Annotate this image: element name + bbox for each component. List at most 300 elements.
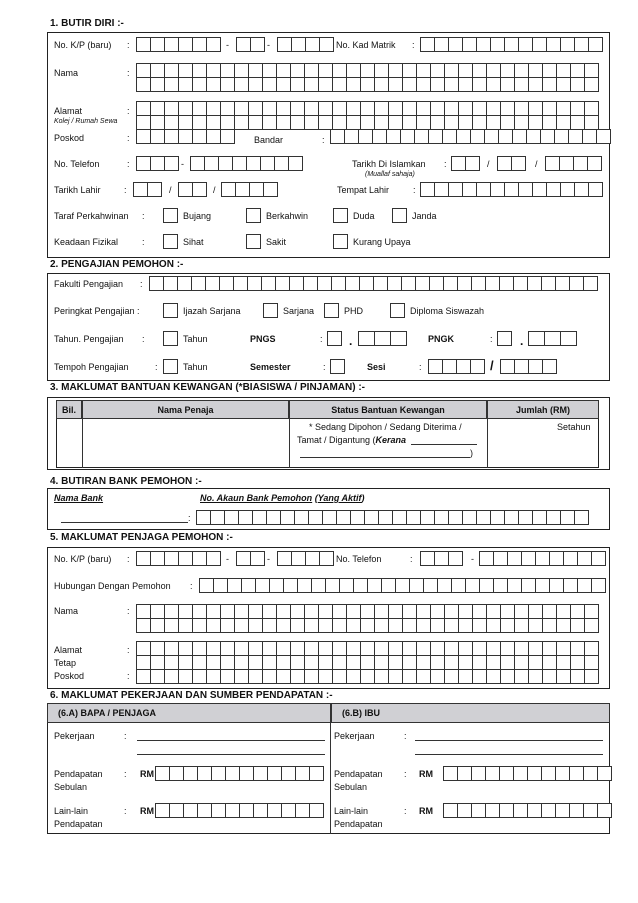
nama-cell[interactable] (514, 77, 529, 92)
penjaga-telefon-part2-cell[interactable] (549, 551, 564, 566)
penjaga-alamat-cell[interactable] (472, 655, 487, 670)
penjaga-telefon-part2-cell[interactable] (493, 551, 508, 566)
penjaga-kp-part3-cell[interactable] (305, 551, 320, 566)
nama-cell[interactable] (290, 63, 305, 78)
alamat-cell[interactable] (304, 101, 319, 116)
penjaga-alamat-cell[interactable] (346, 655, 361, 670)
tempat-cell[interactable] (434, 182, 449, 197)
penjaga-telefon-part2-cell[interactable] (591, 551, 606, 566)
ibu-pendapatan-cell[interactable] (485, 766, 500, 781)
telefon-part2-cell[interactable] (218, 156, 233, 171)
penjaga-alamat-cell[interactable] (570, 669, 585, 684)
alamat-cell[interactable] (500, 115, 515, 130)
penjaga-telefon-part2-cell[interactable] (507, 551, 522, 566)
ibu-lainlain-cell[interactable] (513, 803, 528, 818)
alamat-cell[interactable] (416, 101, 431, 116)
islam-yy-cell[interactable] (559, 156, 574, 171)
bapa-lainlain-cell[interactable] (295, 803, 310, 818)
penjaga-nama-cell[interactable] (570, 618, 585, 633)
alamat-cell[interactable] (486, 101, 501, 116)
fakulti-cell[interactable] (513, 276, 528, 291)
penjaga-nama-cell[interactable] (388, 604, 403, 619)
lahir-yy-cell[interactable] (235, 182, 250, 197)
bapa-lainlain-cell[interactable] (225, 803, 240, 818)
hubungan-cell[interactable] (283, 578, 298, 593)
no-akaun-cell[interactable] (406, 510, 421, 525)
penjaga-alamat-cell[interactable] (150, 655, 165, 670)
pngk-b-cell[interactable] (560, 331, 577, 346)
lahir-dd-cell[interactable] (133, 182, 148, 197)
nama-cell[interactable] (262, 63, 277, 78)
alamat-cell[interactable] (136, 115, 151, 130)
nama-cell[interactable] (402, 77, 417, 92)
alamat-cell[interactable] (374, 115, 389, 130)
penjaga-nama-cell[interactable] (178, 604, 193, 619)
bandar-cell[interactable] (386, 129, 401, 144)
ibu-lainlain-cell[interactable] (471, 803, 486, 818)
penjaga-alamat-cell[interactable] (248, 655, 263, 670)
penjaga-alamat-cell[interactable] (136, 655, 151, 670)
penjaga-alamat-cell[interactable] (318, 669, 333, 684)
sesi2-cell[interactable] (542, 359, 557, 374)
nama-cell[interactable] (234, 77, 249, 92)
penjaga-nama-cell[interactable] (514, 618, 529, 633)
fakulti-cell[interactable] (331, 276, 346, 291)
alamat-cell[interactable] (374, 101, 389, 116)
nama-cell[interactable] (164, 63, 179, 78)
penjaga-nama-cell[interactable] (206, 604, 221, 619)
penjaga-nama-cell[interactable] (206, 618, 221, 633)
penjaga-nama-cell[interactable] (584, 618, 599, 633)
ijazah-sarjana-checkbox[interactable] (163, 303, 178, 318)
kurang-upaya-checkbox[interactable] (333, 234, 348, 249)
penjaga-alamat-cell[interactable] (416, 669, 431, 684)
ibu-pekerjaan-input-2[interactable] (415, 754, 603, 755)
alamat-cell[interactable] (486, 115, 501, 130)
nama-cell[interactable] (206, 77, 221, 92)
nama-cell[interactable] (220, 63, 235, 78)
penjaga-alamat-cell[interactable] (178, 641, 193, 656)
penjaga-alamat-cell[interactable] (388, 669, 403, 684)
penjaga-alamat-cell[interactable] (514, 669, 529, 684)
bapa-lainlain-cell[interactable] (183, 803, 198, 818)
tempat-cell[interactable] (518, 182, 533, 197)
penjaga-alamat-cell[interactable] (276, 655, 291, 670)
kp-part3-cell[interactable] (291, 37, 306, 52)
nama-cell[interactable] (150, 77, 165, 92)
bandar-cell[interactable] (484, 129, 499, 144)
no-akaun-cell[interactable] (294, 510, 309, 525)
penjaga-nama-cell[interactable] (528, 604, 543, 619)
nama-cell[interactable] (346, 63, 361, 78)
hubungan-cell[interactable] (395, 578, 410, 593)
fakulti-cell[interactable] (443, 276, 458, 291)
penjaga-alamat-cell[interactable] (290, 655, 305, 670)
penjaga-telefon-part2-cell[interactable] (479, 551, 494, 566)
penjaga-alamat-cell[interactable] (388, 641, 403, 656)
ibu-lainlain-cell[interactable] (457, 803, 472, 818)
alamat-cell[interactable] (500, 101, 515, 116)
tempat-cell[interactable] (560, 182, 575, 197)
penjaga-kp-part3-cell[interactable] (277, 551, 292, 566)
tempat-cell[interactable] (504, 182, 519, 197)
islam-yy-cell[interactable] (587, 156, 602, 171)
penjaga-nama-cell[interactable] (486, 604, 501, 619)
penjaga-telefon-part1-cell[interactable] (448, 551, 463, 566)
penjaga-kp-part1-cell[interactable] (192, 551, 207, 566)
penjaga-kp-part3-cell[interactable] (291, 551, 306, 566)
telefon-part2-cell[interactable] (274, 156, 289, 171)
penjaga-alamat-cell[interactable] (136, 641, 151, 656)
alamat-cell[interactable] (528, 101, 543, 116)
bapa-pendapatan-cell[interactable] (197, 766, 212, 781)
telefon-part2-cell[interactable] (190, 156, 205, 171)
alamat-cell[interactable] (164, 115, 179, 130)
no-akaun-cell[interactable] (280, 510, 295, 525)
penjaga-alamat-cell[interactable] (402, 641, 417, 656)
tempat-cell[interactable] (420, 182, 435, 197)
nama-cell[interactable] (528, 63, 543, 78)
penjaga-alamat-cell[interactable] (472, 669, 487, 684)
hubungan-cell[interactable] (549, 578, 564, 593)
ibu-pendapatan-cell[interactable] (541, 766, 556, 781)
nama-cell[interactable] (570, 77, 585, 92)
no-akaun-cell[interactable] (210, 510, 225, 525)
islam-mm-cell[interactable] (511, 156, 526, 171)
no-akaun-cell[interactable] (336, 510, 351, 525)
nama-cell[interactable] (584, 63, 599, 78)
pngk-b-cell[interactable] (528, 331, 545, 346)
ibu-pendapatan-cell[interactable] (499, 766, 514, 781)
fakulti-cell[interactable] (205, 276, 220, 291)
penjaga-alamat-cell[interactable] (556, 669, 571, 684)
bandar-cell[interactable] (498, 129, 513, 144)
bapa-pendapatan-cell[interactable] (309, 766, 324, 781)
penjaga-nama-cell[interactable] (290, 604, 305, 619)
hubungan-cell[interactable] (367, 578, 382, 593)
bandar-cell[interactable] (400, 129, 415, 144)
fakulti-cell[interactable] (583, 276, 598, 291)
no-akaun-cell[interactable] (532, 510, 547, 525)
bapa-lainlain-cell[interactable] (253, 803, 268, 818)
penjaga-nama-cell[interactable] (444, 604, 459, 619)
hubungan-cell[interactable] (479, 578, 494, 593)
sesi2-cell[interactable] (500, 359, 515, 374)
kp-part3-cell[interactable] (277, 37, 292, 52)
penjaga-alamat-cell[interactable] (542, 669, 557, 684)
ibu-pendapatan-cell[interactable] (471, 766, 486, 781)
bandar-cell[interactable] (456, 129, 471, 144)
penjaga-nama-cell[interactable] (430, 604, 445, 619)
alamat-cell[interactable] (514, 101, 529, 116)
hubungan-cell[interactable] (213, 578, 228, 593)
alamat-cell[interactable] (234, 101, 249, 116)
penjaga-alamat-cell[interactable] (220, 669, 235, 684)
nama-cell[interactable] (360, 63, 375, 78)
alamat-cell[interactable] (584, 115, 599, 130)
penjaga-nama-cell[interactable] (430, 618, 445, 633)
bapa-pendapatan-cell[interactable] (169, 766, 184, 781)
penjaga-kp-part2-cell[interactable] (236, 551, 251, 566)
penjaga-nama-cell[interactable] (192, 604, 207, 619)
bapa-pendapatan-cell[interactable] (211, 766, 226, 781)
ibu-pendapatan-cell[interactable] (443, 766, 458, 781)
penjaga-nama-cell[interactable] (276, 604, 291, 619)
nama-cell[interactable] (234, 63, 249, 78)
penjaga-nama-cell[interactable] (304, 604, 319, 619)
hubungan-cell[interactable] (381, 578, 396, 593)
penjaga-kp-part1-cell[interactable] (178, 551, 193, 566)
penjaga-alamat-cell[interactable] (458, 655, 473, 670)
penjaga-alamat-cell[interactable] (164, 641, 179, 656)
fakulti-cell[interactable] (163, 276, 178, 291)
penjaga-alamat-cell[interactable] (458, 641, 473, 656)
penjaga-alamat-cell[interactable] (360, 655, 375, 670)
sesi-cell[interactable] (456, 359, 471, 374)
kerana-input[interactable] (411, 444, 477, 445)
penjaga-nama-cell[interactable] (234, 604, 249, 619)
sesi-cell[interactable] (442, 359, 457, 374)
penjaga-nama-cell[interactable] (220, 604, 235, 619)
hubungan-cell[interactable] (339, 578, 354, 593)
penjaga-alamat-cell[interactable] (164, 655, 179, 670)
bapa-pendapatan-cell[interactable] (183, 766, 198, 781)
fakulti-cell[interactable] (359, 276, 374, 291)
bandar-cell[interactable] (568, 129, 583, 144)
berkahwin-checkbox[interactable] (246, 208, 261, 223)
alamat-cell[interactable] (318, 115, 333, 130)
no-akaun-cell[interactable] (266, 510, 281, 525)
fakulti-cell[interactable] (499, 276, 514, 291)
penjaga-nama-cell[interactable] (416, 604, 431, 619)
penjaga-nama-cell[interactable] (556, 618, 571, 633)
nama-cell[interactable] (416, 77, 431, 92)
penjaga-nama-cell[interactable] (346, 604, 361, 619)
tempat-cell[interactable] (490, 182, 505, 197)
nama-cell[interactable] (220, 77, 235, 92)
ibu-pendapatan-cell[interactable] (583, 766, 598, 781)
nama-cell[interactable] (542, 63, 557, 78)
penjaga-nama-cell[interactable] (332, 604, 347, 619)
ibu-pekerjaan-input[interactable] (415, 740, 603, 741)
penjaga-alamat-cell[interactable] (444, 655, 459, 670)
penjaga-nama-cell[interactable] (164, 618, 179, 633)
alamat-cell[interactable] (290, 101, 305, 116)
penjaga-nama-cell[interactable] (556, 604, 571, 619)
kp-part3-cell[interactable] (319, 37, 334, 52)
penjaga-nama-cell[interactable] (220, 618, 235, 633)
nama-cell[interactable] (402, 63, 417, 78)
nama-bank-input[interactable] (61, 522, 188, 523)
matrik-cell[interactable] (434, 37, 449, 52)
fakulti-cell[interactable] (485, 276, 500, 291)
poskod-cell[interactable] (192, 129, 207, 144)
bapa-pendapatan-cell[interactable] (239, 766, 254, 781)
penjaga-alamat-cell[interactable] (178, 655, 193, 670)
penjaga-alamat-cell[interactable] (500, 641, 515, 656)
fakulti-cell[interactable] (527, 276, 542, 291)
penjaga-nama-cell[interactable] (528, 618, 543, 633)
alamat-cell[interactable] (164, 101, 179, 116)
alamat-cell[interactable] (178, 101, 193, 116)
ibu-lainlain-cell[interactable] (555, 803, 570, 818)
islam-mm-cell[interactable] (497, 156, 512, 171)
penjaga-alamat-cell[interactable] (402, 655, 417, 670)
nama-cell[interactable] (290, 77, 305, 92)
penjaga-alamat-cell[interactable] (486, 655, 501, 670)
penjaga-alamat-cell[interactable] (304, 641, 319, 656)
ibu-pendapatan-cell[interactable] (457, 766, 472, 781)
penjaga-alamat-cell[interactable] (346, 641, 361, 656)
semester-cell[interactable] (330, 359, 345, 374)
bandar-cell[interactable] (428, 129, 443, 144)
penjaga-alamat-cell[interactable] (528, 669, 543, 684)
alamat-cell[interactable] (150, 115, 165, 130)
hubungan-cell[interactable] (507, 578, 522, 593)
penjaga-alamat-cell[interactable] (486, 669, 501, 684)
nama-cell[interactable] (542, 77, 557, 92)
ibu-pendapatan-cell[interactable] (555, 766, 570, 781)
alamat-cell[interactable] (388, 101, 403, 116)
tempat-cell[interactable] (476, 182, 491, 197)
matrik-cell[interactable] (574, 37, 589, 52)
sakit-checkbox[interactable] (246, 234, 261, 249)
penjaga-nama-cell[interactable] (360, 618, 375, 633)
sesi2-cell[interactable] (514, 359, 529, 374)
no-akaun-cell[interactable] (322, 510, 337, 525)
matrik-cell[interactable] (560, 37, 575, 52)
poskod-cell[interactable] (220, 129, 235, 144)
bapa-pendapatan-cell[interactable] (155, 766, 170, 781)
matrik-cell[interactable] (448, 37, 463, 52)
sihat-checkbox[interactable] (163, 234, 178, 249)
penjaga-alamat-cell[interactable] (262, 669, 277, 684)
penjaga-alamat-cell[interactable] (290, 669, 305, 684)
penjaga-alamat-cell[interactable] (234, 669, 249, 684)
nama-cell[interactable] (570, 63, 585, 78)
bapa-pendapatan-cell[interactable] (267, 766, 282, 781)
nama-cell[interactable] (332, 63, 347, 78)
penjaga-alamat-cell[interactable] (262, 655, 277, 670)
penjaga-alamat-cell[interactable] (556, 641, 571, 656)
nama-cell[interactable] (486, 77, 501, 92)
penjaga-nama-cell[interactable] (192, 618, 207, 633)
nama-cell[interactable] (164, 77, 179, 92)
penjaga-alamat-cell[interactable] (416, 641, 431, 656)
penjaga-alamat-cell[interactable] (332, 669, 347, 684)
alamat-cell[interactable] (290, 115, 305, 130)
hubungan-cell[interactable] (353, 578, 368, 593)
bandar-cell[interactable] (330, 129, 345, 144)
nama-cell[interactable] (332, 77, 347, 92)
penjaga-alamat-cell[interactable] (248, 669, 263, 684)
no-akaun-cell[interactable] (518, 510, 533, 525)
penjaga-alamat-cell[interactable] (206, 669, 221, 684)
phd-checkbox[interactable] (324, 303, 339, 318)
telefon-part2-cell[interactable] (260, 156, 275, 171)
alamat-cell[interactable] (514, 115, 529, 130)
penjaga-alamat-cell[interactable] (192, 641, 207, 656)
nama-cell[interactable] (486, 63, 501, 78)
fakulti-cell[interactable] (457, 276, 472, 291)
bandar-cell[interactable] (596, 129, 611, 144)
penjaga-alamat-cell[interactable] (178, 669, 193, 684)
nama-cell[interactable] (556, 63, 571, 78)
penjaga-alamat-cell[interactable] (136, 669, 151, 684)
no-akaun-cell[interactable] (504, 510, 519, 525)
alamat-cell[interactable] (458, 115, 473, 130)
matrik-cell[interactable] (504, 37, 519, 52)
poskod-cell[interactable] (136, 129, 151, 144)
alamat-cell[interactable] (584, 101, 599, 116)
penjaga-alamat-cell[interactable] (584, 655, 599, 670)
penjaga-alamat-cell[interactable] (332, 655, 347, 670)
penjaga-alamat-cell[interactable] (542, 641, 557, 656)
penjaga-alamat-cell[interactable] (388, 655, 403, 670)
nama-cell[interactable] (178, 63, 193, 78)
telefon-part1-cell[interactable] (150, 156, 165, 171)
hubungan-cell[interactable] (451, 578, 466, 593)
bapa-pekerjaan-input[interactable] (137, 740, 325, 741)
penjaga-nama-cell[interactable] (570, 604, 585, 619)
penjaga-alamat-cell[interactable] (542, 655, 557, 670)
fakulti-cell[interactable] (541, 276, 556, 291)
penjaga-kp-part1-cell[interactable] (206, 551, 221, 566)
no-akaun-cell[interactable] (560, 510, 575, 525)
nama-cell[interactable] (206, 63, 221, 78)
penjaga-telefon-part1-cell[interactable] (420, 551, 435, 566)
hubungan-cell[interactable] (297, 578, 312, 593)
penjaga-nama-cell[interactable] (248, 604, 263, 619)
bapa-lainlain-cell[interactable] (169, 803, 184, 818)
alamat-cell[interactable] (472, 101, 487, 116)
nama-cell[interactable] (276, 77, 291, 92)
alamat-cell[interactable] (332, 101, 347, 116)
penjaga-nama-cell[interactable] (472, 618, 487, 633)
bandar-cell[interactable] (372, 129, 387, 144)
fakulti-cell[interactable] (247, 276, 262, 291)
matrik-cell[interactable] (588, 37, 603, 52)
penjaga-alamat-cell[interactable] (570, 641, 585, 656)
no-akaun-cell[interactable] (476, 510, 491, 525)
telefon-part2-cell[interactable] (232, 156, 247, 171)
no-akaun-cell[interactable] (364, 510, 379, 525)
ibu-lainlain-cell[interactable] (583, 803, 598, 818)
penjaga-nama-cell[interactable] (374, 618, 389, 633)
fakulti-cell[interactable] (569, 276, 584, 291)
bapa-pendapatan-cell[interactable] (295, 766, 310, 781)
penjaga-telefon-part1-cell[interactable] (434, 551, 449, 566)
penjaga-kp-part1-cell[interactable] (136, 551, 151, 566)
penjaga-nama-cell[interactable] (360, 604, 375, 619)
no-akaun-cell[interactable] (490, 510, 505, 525)
hubungan-cell[interactable] (325, 578, 340, 593)
penjaga-nama-cell[interactable] (178, 618, 193, 633)
tempat-cell[interactable] (574, 182, 589, 197)
alamat-cell[interactable] (360, 101, 375, 116)
fakulti-cell[interactable] (303, 276, 318, 291)
pngs-a-cell[interactable] (327, 331, 342, 346)
fakulti-cell[interactable] (275, 276, 290, 291)
penjaga-alamat-cell[interactable] (472, 641, 487, 656)
fakulti-cell[interactable] (219, 276, 234, 291)
alamat-cell[interactable] (136, 101, 151, 116)
penjaga-nama-cell[interactable] (444, 618, 459, 633)
penjaga-nama-cell[interactable] (402, 604, 417, 619)
hubungan-cell[interactable] (255, 578, 270, 593)
penjaga-alamat-cell[interactable] (304, 655, 319, 670)
alamat-cell[interactable] (542, 115, 557, 130)
